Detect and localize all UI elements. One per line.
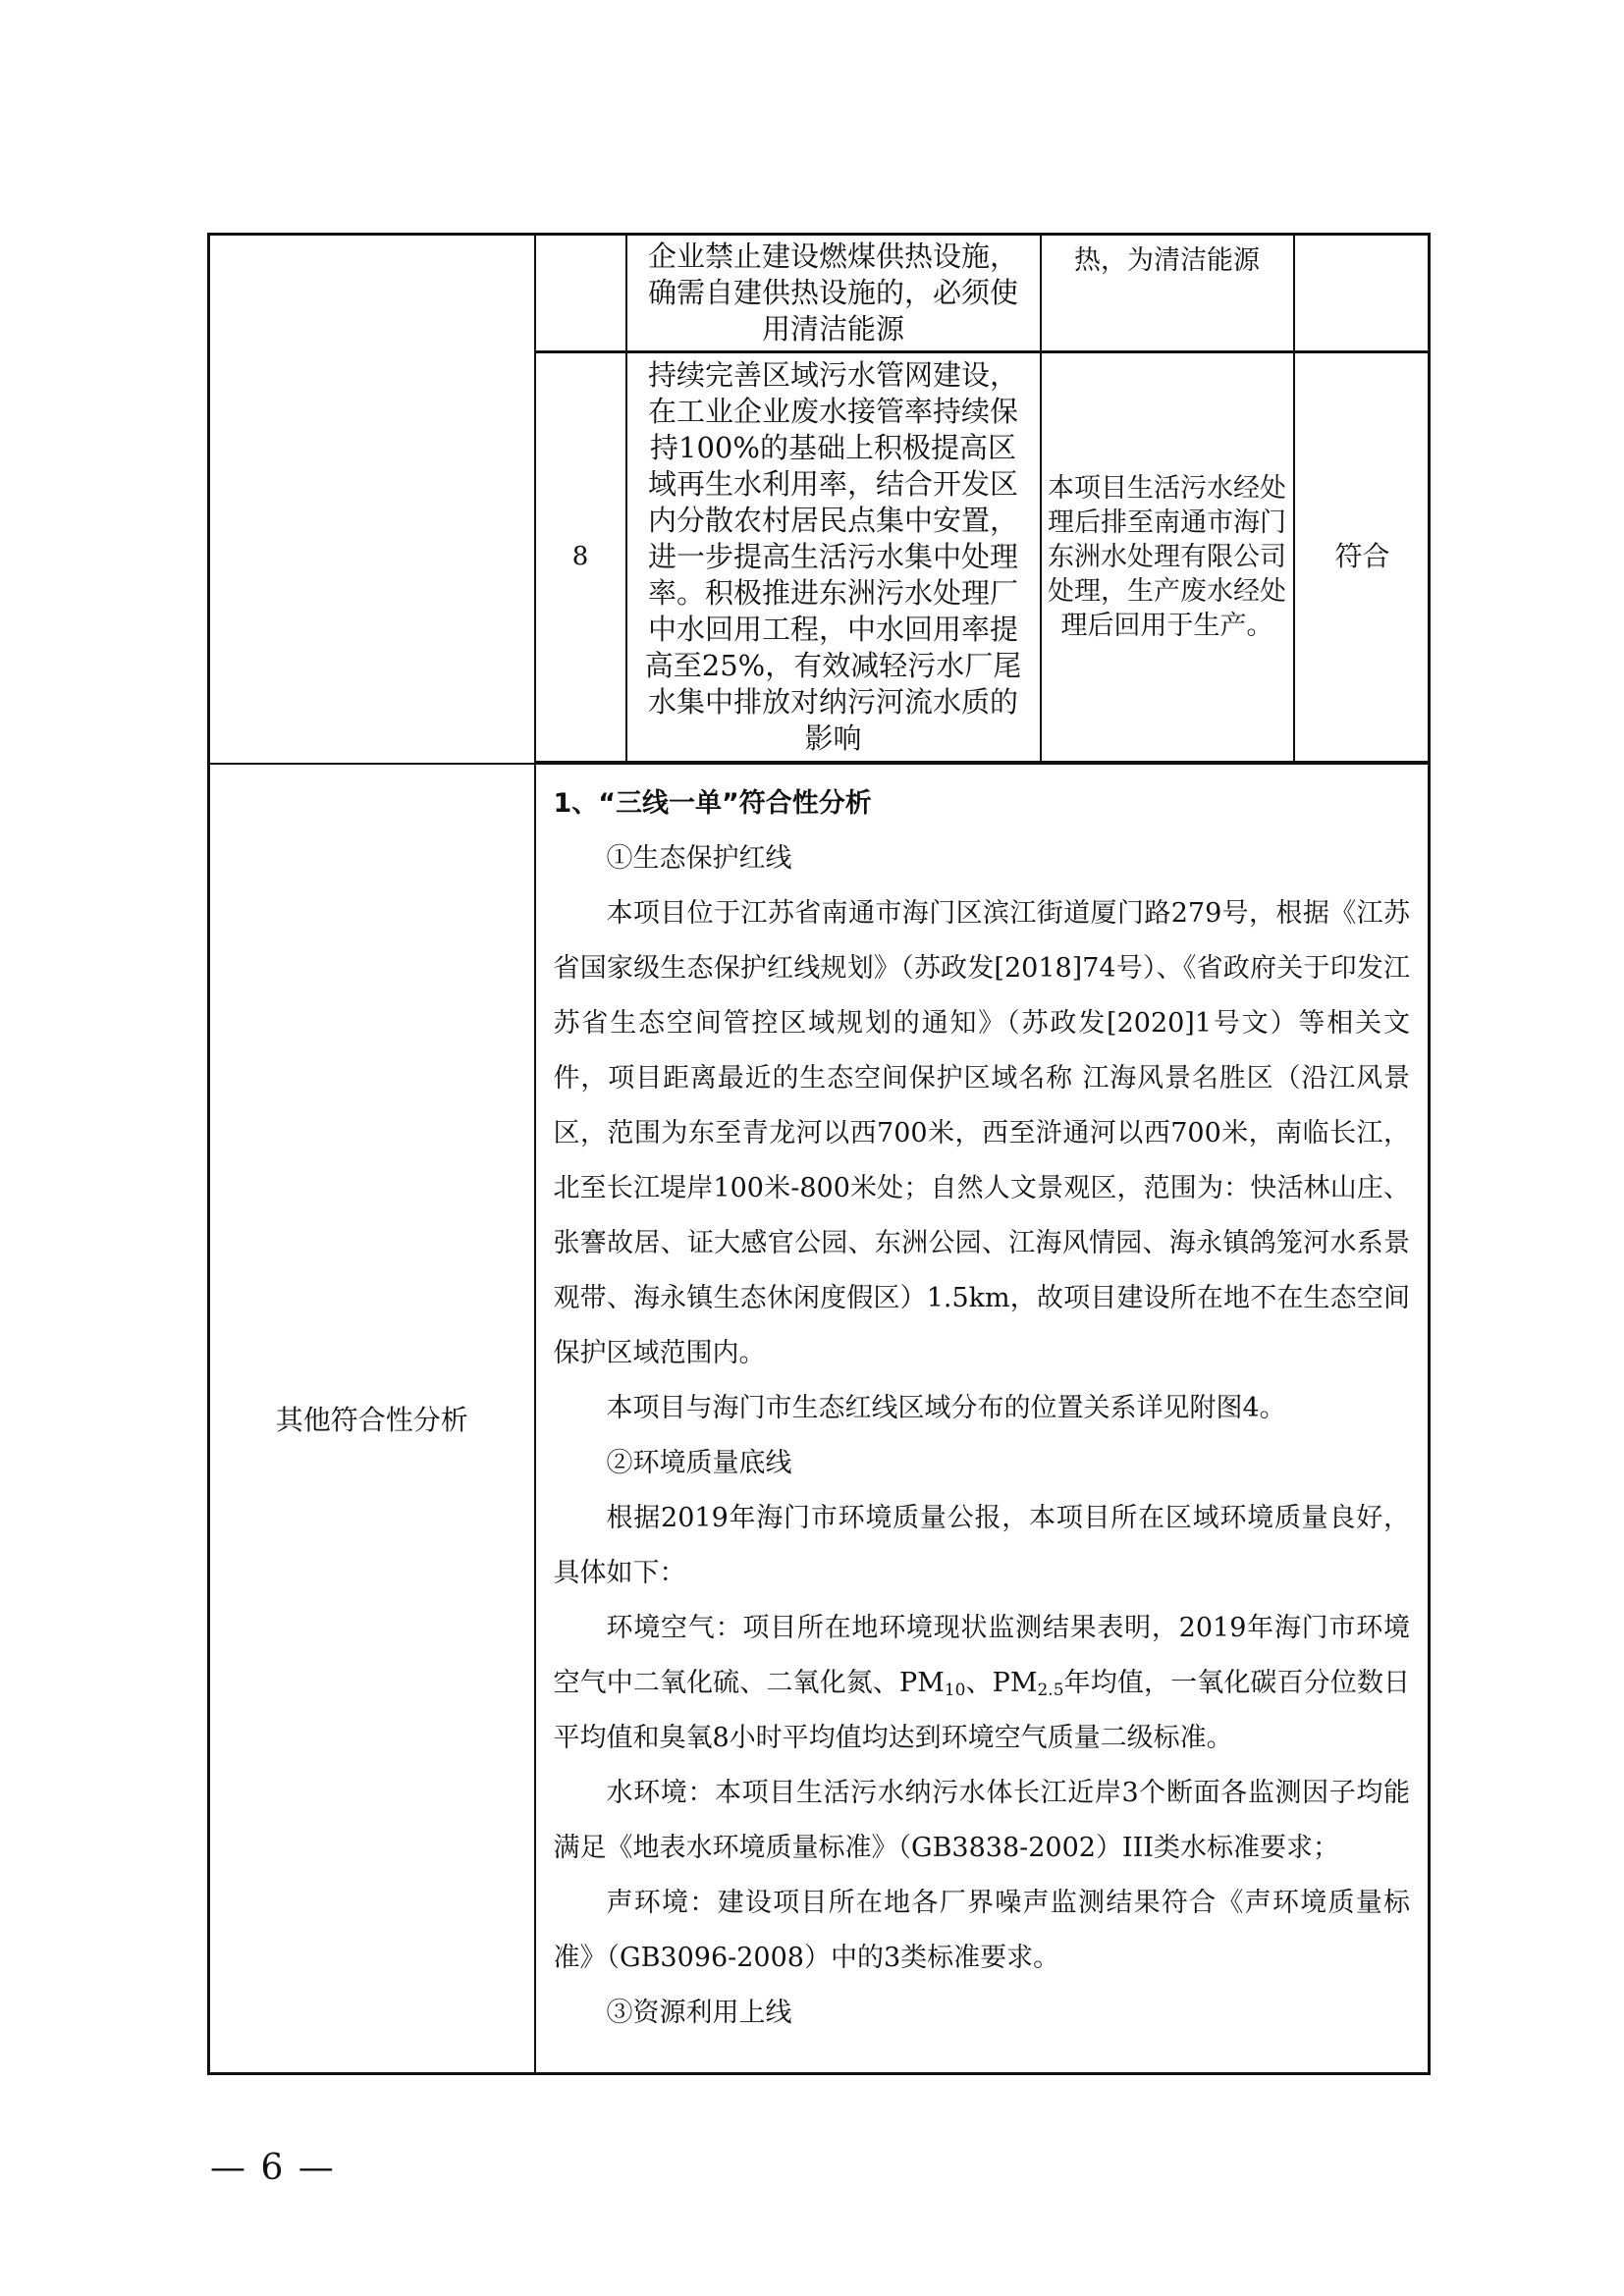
air-text-a: 环境空气：项目所在地环境现状监测结果表明，2019年海门市环境空气中二氧化硫、二氧化氮、PM bbox=[553, 1613, 1410, 1698]
other-analysis-label: 其他符合性分析 bbox=[209, 764, 535, 2073]
table-row bbox=[536, 236, 1431, 351]
requirement-text: 企业禁止建设燃煤供热设施，确需自建供热设施的，必须使用清洁能源 bbox=[626, 236, 1041, 351]
paragraph-water-quality: 水环境：本项目生活污水纳污水体长江近岸3个断面各监测因子均能满足《地表水环境质量标准》（GB3838-2002）III类水标准要求； bbox=[553, 1778, 1410, 1863]
section-heading: 1、“三线一单”符合性分析 bbox=[553, 788, 872, 819]
air-text-c: 年均值，一氧化碳百分位数日平均值和臭氧8小时平均值均达到环境空气质量二级标准。 bbox=[553, 1668, 1411, 1753]
paragraph-appendix-reference: 本项目与海门市生态红线区域分布的位置关系详见附图4。 bbox=[606, 1393, 1286, 1423]
compliance-table bbox=[536, 236, 1431, 763]
blank-label-cell bbox=[209, 235, 535, 765]
project-status-text: 本项目生活污水经处理后排至南通市海门东洲水处理有限公司处理，生产废水经处理后回用于生产。 bbox=[1041, 351, 1294, 762]
compliance-table-cell bbox=[535, 235, 1430, 765]
pm10-subscript: 10 bbox=[944, 1681, 966, 1700]
paragraph-quality-bulletin: 根据2019年海门市环境质量公报，本项目所在区域环境质量良好，具体如下： bbox=[553, 1503, 1410, 1588]
compliance-result: 符合 bbox=[1294, 351, 1431, 762]
subheading-environmental-quality: ②环境质量底线 bbox=[606, 1448, 792, 1478]
pm25-subscript: 2.5 bbox=[1037, 1681, 1064, 1700]
subheading-resource-limit: ③资源利用上线 bbox=[606, 1998, 792, 2028]
paragraph-ecological-redline: 本项目位于江苏省南通市海门区滨江街道厦门路279号，根据《江苏省国家级生态保护红线规划》（苏政发[2018]74号）、《省政府关于印发江苏省生态空间管控区域规划的通知》（苏政发[2020]1号文）等相关文件，项目距离最近的生态空间保护区域名称 江海风景名胜区（沿江风景区，范围为东至青龙河以西700米，西至浒通河以西700米，南临长江，北至长江堤岸100米-800米处；自然人文景观区，范围为：快活林山庄、张謇故居、证大感官公园、东洲公园、江海风情园、海永镇鸽笼河水系景观带、海永镇生态休闲度假区）1.5km，故项目建设所在地不在生态空间保护区域范围内。 bbox=[553, 898, 1410, 1368]
table-row bbox=[536, 351, 1431, 762]
subheading-ecological-redline: ①生态保护红线 bbox=[606, 843, 792, 874]
row-number: 8 bbox=[536, 351, 626, 762]
compliance-result bbox=[1294, 236, 1431, 351]
page-number: — 6 — bbox=[210, 2148, 336, 2188]
page-table bbox=[207, 233, 1431, 2075]
requirement-text: 持续完善区域污水管网建设，在工业企业废水接管率持续保持100%的基础上积极提高区域再生水利用率，结合开发区内分散农村居民点集中安置，进一步提高生活污水集中处理率。积极推进东洲污水处理厂中水回用工程，中水回用率提高至25%，有效减轻污水厂尾水集中排放对纳污河流水质的影响 bbox=[626, 351, 1041, 762]
paragraph-air-quality bbox=[554, 1601, 1411, 1766]
other-analysis-content bbox=[535, 764, 1430, 2073]
paragraph-noise-quality: 声环境：建设项目所在地各厂界噪声监测结果符合《声环境质量标准》（GB3096-2008）中的3类标准要求。 bbox=[553, 1888, 1410, 1973]
row-number bbox=[536, 236, 626, 351]
air-text-b: 、PM bbox=[965, 1668, 1038, 1698]
project-status-text: 热，为清洁能源 bbox=[1041, 236, 1294, 351]
